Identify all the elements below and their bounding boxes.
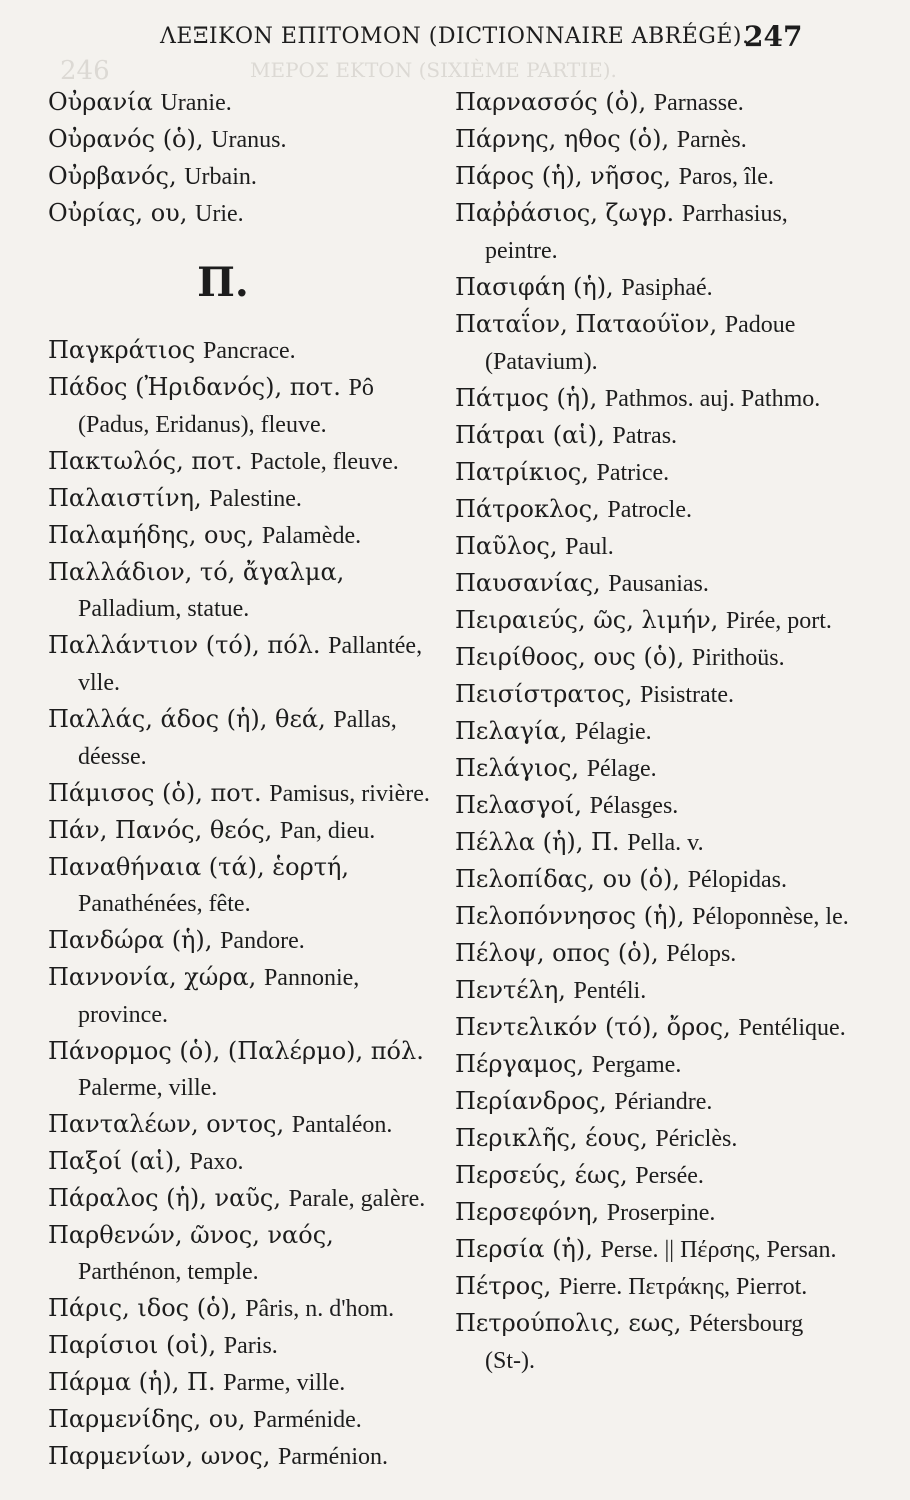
greek-term: Πάτμος (ἡ), — [455, 384, 598, 412]
greek-term: Πεισίστρατος, — [455, 680, 633, 708]
greek-term: Παρίσιοι (οἱ), — [48, 1331, 217, 1359]
greek-term: Παῤῥάσιος, ζωγρ. — [455, 199, 675, 227]
dictionary-entry — [455, 417, 855, 454]
greek-term: Παυσανίας, — [455, 569, 601, 597]
french-translation: Urie. — [195, 201, 244, 227]
french-translation: Pamisus, rivière. — [269, 781, 430, 807]
greek-term: Παλαιστίνη, — [48, 484, 202, 512]
greek-term: Παταΐον, Παταούϊον, — [455, 310, 718, 338]
french-translation: Proserpine. — [606, 1200, 716, 1226]
dictionary-entry — [455, 972, 855, 1009]
french-translation: Paris. — [223, 1333, 278, 1359]
french-translation: Padoue (Patavium). — [485, 312, 796, 375]
french-translation: Patrocle. — [607, 497, 692, 523]
french-translation: Parménion. — [278, 1444, 388, 1470]
dictionary-entry — [455, 1009, 855, 1046]
dictionary-entry — [48, 1438, 438, 1475]
french-translation: Pirithoüs. — [691, 645, 785, 671]
french-translation: Palladium, statue. — [78, 596, 250, 622]
ghost-header: ΜΕΡΟΣ ΕΚΤΟΝ (SIXIÈME PARTIE). — [250, 58, 617, 82]
dictionary-entry — [48, 775, 438, 812]
dictionary-entry — [48, 922, 438, 959]
french-translation: Pannonie, province. — [78, 965, 360, 1028]
french-translation: Patrice. — [596, 460, 670, 486]
french-translation: Parrhasius, peintre. — [485, 201, 788, 264]
greek-term: Παγκράτιος — [48, 336, 196, 364]
french-translation: Pantaléon. — [291, 1112, 393, 1138]
dictionary-entry — [455, 713, 855, 750]
greek-term: Πέλοψ, οπος (ὁ), — [455, 939, 659, 967]
section-letter: Π. — [197, 259, 249, 306]
greek-term: Περσεύς, έως, — [455, 1161, 628, 1189]
french-translation: Pélopidas. — [687, 867, 788, 893]
greek-term: Πελαγία, — [455, 717, 568, 745]
dictionary-entry — [48, 158, 438, 195]
greek-term: Οὐρίας, ου, — [48, 199, 188, 227]
greek-term: Παρμενίδης, ου, — [48, 1405, 246, 1433]
greek-term: Πελάγιος, — [455, 754, 580, 782]
greek-term: Παναθήναια (τά), ἑορτή, — [48, 853, 349, 881]
greek-term: Πάν, Πανός, θεός, — [48, 816, 273, 844]
dictionary-entry — [48, 332, 438, 369]
french-translation: Pirée, port. — [725, 608, 832, 634]
dictionary-entry — [48, 369, 438, 443]
ghost-page-number: 246 — [60, 56, 110, 86]
french-translation: Pélage. — [586, 756, 657, 782]
dictionary-entry — [48, 480, 438, 517]
french-translation: Palerme, ville. — [78, 1075, 218, 1101]
dictionary-entry — [48, 1401, 438, 1438]
dictionary-entry — [48, 121, 438, 158]
greek-term: Παρθενών, ῶνος, ναός, — [48, 1221, 334, 1249]
dictionary-entry — [48, 701, 438, 775]
greek-term: Πανδώρα (ἡ), — [48, 926, 213, 954]
dictionary-entry — [455, 861, 855, 898]
greek-term: Πελοπίδας, ου (ὁ), — [455, 865, 681, 893]
dictionary-entry — [455, 528, 855, 565]
greek-term: Πάραλος (ἡ), ναῦς, — [48, 1184, 282, 1212]
french-translation: Paul. — [565, 534, 614, 560]
french-translation: Pallantée, vlle. — [78, 633, 423, 696]
greek-term: Παλλάδιον, τό, ἄγαλμα, — [48, 558, 345, 586]
greek-term: Πελασγοί, — [455, 791, 582, 819]
dictionary-entry — [455, 380, 855, 417]
dictionary-entry — [48, 517, 438, 554]
french-translation: Pâris, n. d'hom. — [245, 1296, 395, 1322]
greek-term: Πειραιεύς, ῶς, λιμήν, — [455, 606, 719, 634]
dictionary-entry — [455, 454, 855, 491]
dictionary-entry — [455, 898, 855, 935]
dictionary-entry — [48, 812, 438, 849]
greek-term: Παλλάς, άδος (ἡ), θεά, — [48, 705, 326, 733]
greek-term: Πέργαμος, — [455, 1050, 585, 1078]
dictionary-entry — [455, 269, 855, 306]
greek-term: Πετρούπολις, εως, — [455, 1309, 682, 1337]
dictionary-entry — [48, 627, 438, 701]
dictionary-entry — [48, 84, 438, 121]
french-translation: Pierre. Πετράκης, Pierrot. — [558, 1274, 808, 1300]
greek-term: Πάρμα (ἡ), Π. — [48, 1368, 216, 1396]
dictionary-entry — [48, 959, 438, 1033]
french-translation: Pandore. — [220, 928, 305, 954]
french-translation: Pan, dieu. — [279, 818, 376, 844]
dictionary-entry — [48, 849, 438, 922]
greek-term: Πακτωλός, ποτ. — [48, 447, 243, 475]
greek-term: Πέλλα (ἡ), Π. — [455, 828, 620, 856]
french-translation: Uranus. — [211, 127, 287, 153]
french-translation: Pactole, fleuve. — [250, 449, 399, 475]
french-translation: Parnasse. — [653, 90, 744, 116]
greek-term: Περσεφόνη, — [455, 1198, 600, 1226]
greek-term: Πάτραι (αἱ), — [455, 421, 605, 449]
french-translation: Paxo. — [189, 1149, 244, 1175]
french-translation: Parale, galère. — [288, 1186, 426, 1212]
french-translation: Pathmos. auj. Pathmo. — [604, 386, 821, 412]
french-translation: Parménide. — [253, 1407, 362, 1433]
french-translation: Pélasges. — [589, 793, 679, 819]
dictionary-entry — [455, 1083, 855, 1120]
dictionary-entry — [455, 639, 855, 676]
dictionary-entry — [48, 1327, 438, 1364]
french-translation: Pallas, déesse. — [78, 707, 397, 770]
dictionary-entry — [455, 84, 855, 121]
greek-term: Πάδος (Ἠριδανός), ποτ. — [48, 373, 341, 401]
greek-term: Πατρίκιος, — [455, 458, 589, 486]
dictionary-entry — [48, 1106, 438, 1143]
french-translation: Panathénées, fête. — [78, 891, 251, 917]
greek-term: Παρμενίων, ωνος, — [48, 1442, 271, 1470]
greek-term: Πάρος (ἡ), νῆσος, — [455, 162, 671, 190]
french-translation: Pentéli. — [573, 978, 647, 1004]
greek-term: Πελοπόννησος (ἡ), — [455, 902, 685, 930]
french-translation: Pisistrate. — [639, 682, 734, 708]
french-translation: Pancrace. — [203, 338, 296, 364]
french-translation: Pétersbourg (St-). — [485, 1311, 804, 1374]
left-column — [48, 84, 438, 1475]
greek-term: Παξοί (αἱ), — [48, 1147, 182, 1175]
dictionary-entry — [455, 306, 855, 380]
dictionary-entry — [48, 1143, 438, 1180]
dictionary-entry — [455, 1268, 855, 1305]
dictionary-entry — [455, 750, 855, 787]
dictionary-entry — [455, 676, 855, 713]
greek-term: Πάνορμος (ὁ), (Παλέρμο), πόλ. — [48, 1037, 424, 1065]
greek-term: Περίανδρος, — [455, 1087, 607, 1115]
dictionary-entry — [455, 1231, 855, 1268]
dictionary-entry — [455, 787, 855, 824]
french-translation: Uranie. — [160, 90, 232, 116]
greek-term: Πάρις, ιδος (ὁ), — [48, 1294, 238, 1322]
dictionary-entry — [455, 565, 855, 602]
french-translation: Pélagie. — [575, 719, 652, 745]
greek-term: Περσία (ἡ), — [455, 1235, 593, 1263]
greek-term: Πάμισος (ὁ), ποτ. — [48, 779, 262, 807]
greek-term: Παλλάντιον (τό), πόλ. — [48, 631, 321, 659]
dictionary-entry — [48, 443, 438, 480]
greek-term: Πανταλέων, οντος, — [48, 1110, 285, 1138]
french-translation: Pô (Padus, Eridanus), fleuve. — [78, 375, 374, 438]
dictionary-entry — [48, 1290, 438, 1327]
page-number: 247 — [744, 20, 803, 53]
french-translation: Urbain. — [184, 164, 257, 190]
dictionary-entry — [455, 1046, 855, 1083]
greek-term: Πασιφάη (ἡ), — [455, 273, 614, 301]
dictionary-entry — [455, 121, 855, 158]
dictionary-entry — [455, 1157, 855, 1194]
dictionary-entry — [48, 1180, 438, 1217]
french-translation: Pausanias. — [608, 571, 709, 597]
french-translation: Palamède. — [261, 523, 362, 549]
french-translation: Pella. v. — [627, 830, 704, 856]
greek-term: Παλαμήδης, ους, — [48, 521, 255, 549]
french-translation: Pasiphaé. — [621, 275, 713, 301]
french-translation: Périandre. — [614, 1089, 713, 1115]
right-column — [455, 84, 855, 1379]
greek-term: Οὐρανός (ὁ), — [48, 125, 204, 153]
french-translation: Pergame. — [591, 1052, 682, 1078]
dictionary-entry — [455, 824, 855, 861]
french-translation: Pentélique. — [738, 1015, 846, 1041]
greek-term: Οὐρανία — [48, 88, 153, 116]
dictionary-entry — [455, 935, 855, 972]
page-header-title: ΛΕΞΙΚΟΝ ΕΠΙΤΟΜΟΝ (DICTIONNAIRE ABRÉGÉ). — [160, 24, 750, 49]
dictionary-entry — [48, 1217, 438, 1290]
dictionary-entry — [455, 491, 855, 528]
french-translation: Parme, ville. — [223, 1370, 346, 1396]
dictionary-entry — [455, 158, 855, 195]
greek-term: Παῦλος, — [455, 532, 558, 560]
dictionary-entry — [48, 1033, 438, 1106]
greek-term: Παννονία, χώρα, — [48, 963, 257, 991]
greek-term: Πέτρος, — [455, 1272, 552, 1300]
dictionary-entry — [48, 554, 438, 627]
french-translation: Périclès. — [655, 1126, 738, 1152]
dictionary-entry — [455, 195, 855, 269]
french-translation: Patras. — [612, 423, 678, 449]
french-translation: Perse. || Πέρσης, Persan. — [600, 1237, 837, 1263]
dictionary-entry — [48, 1364, 438, 1401]
greek-term: Πάτροκλος, — [455, 495, 600, 523]
greek-term: Παρνασσός (ὁ), — [455, 88, 647, 116]
french-translation: Paros, île. — [678, 164, 774, 190]
french-translation: Parnès. — [676, 127, 747, 153]
french-translation: Persée. — [635, 1163, 704, 1189]
french-translation: Péloponnèse, le. — [692, 904, 849, 930]
dictionary-entry — [48, 195, 438, 232]
french-translation: Palestine. — [209, 486, 302, 512]
dictionary-entry — [455, 602, 855, 639]
dictionary-entry — [455, 1305, 855, 1379]
greek-term: Πάρνης, ηθος (ὁ), — [455, 125, 670, 153]
french-translation: Pélops. — [666, 941, 737, 967]
french-translation: Parthénon, temple. — [78, 1259, 259, 1285]
greek-term: Οὐρβανός, — [48, 162, 177, 190]
greek-term: Πεντελικόν (τό), ὄρος, — [455, 1013, 731, 1041]
greek-term: Περικλῆς, έους, — [455, 1124, 648, 1152]
greek-term: Πεντέλη, — [455, 976, 566, 1004]
dictionary-entry — [455, 1120, 855, 1157]
dictionary-entry — [455, 1194, 855, 1231]
greek-term: Πειρίθοος, ους (ὁ), — [455, 643, 685, 671]
